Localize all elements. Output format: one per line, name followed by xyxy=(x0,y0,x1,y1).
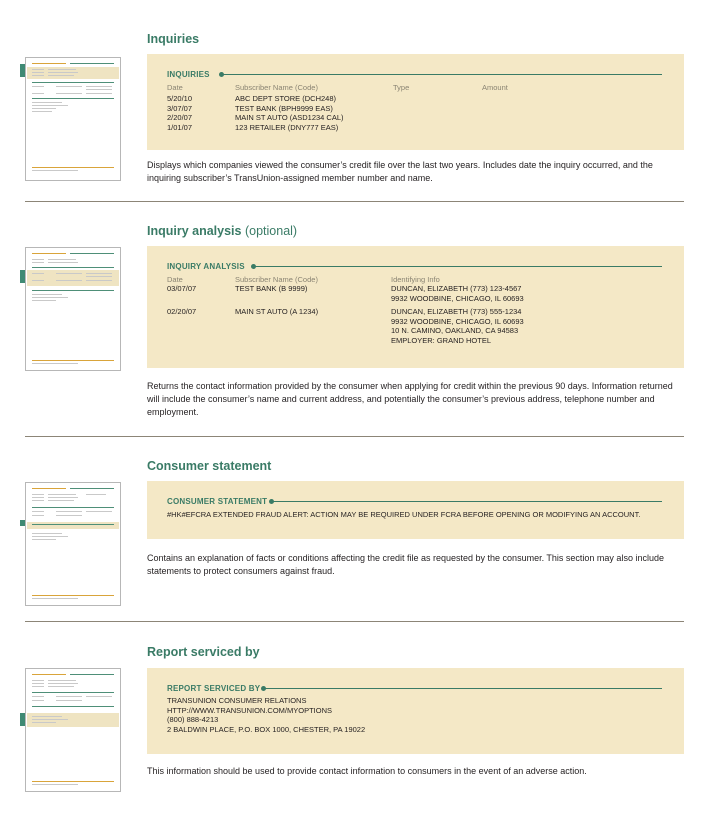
section-title-inquiries: Inquiries xyxy=(147,32,200,46)
panel-title-rule xyxy=(221,74,662,75)
analysis-date: 02/20/07 xyxy=(167,307,197,316)
servicer-line: 2 BALDWIN PLACE, P.O. BOX 1000, CHESTER, PA 19022 xyxy=(167,724,366,734)
section-title-consumer-statement: Consumer statement xyxy=(147,459,272,473)
panel-title-rule xyxy=(271,501,662,502)
servicer-line: (800) 888-4213 xyxy=(167,715,219,725)
inquiry-subscriber: MAIN ST AUTO (ASD1234 CAL) xyxy=(235,113,344,123)
section-title-inquiry-analysis xyxy=(147,224,297,238)
analysis-date: 03/07/07 xyxy=(167,284,197,293)
report-thumbnail xyxy=(25,57,121,181)
panel-title: CONSUMER STATEMENT xyxy=(167,497,268,506)
column-header-subscriber: Subscriber Name (Code) xyxy=(235,83,318,92)
panel-title-rule xyxy=(263,688,662,689)
statement-text: #HK#EFCRA EXTENDED FRAUD ALERT: ACTION MAY BE REQUIRED UNDER FCRA BEFORE OPENING OR MODIFYING AN ACCOUNT. xyxy=(167,510,641,519)
analysis-info-line: 9932 WOODBINE, CHICAGO, IL 60693 xyxy=(391,316,524,326)
section-marker xyxy=(20,520,25,526)
analysis-info-line: DUNCAN, ELIZABETH (773) 555-1234 xyxy=(391,307,522,316)
section-description: This information should be used to provide contact information to consumers in the event of an adverse action. xyxy=(147,766,587,776)
section-description: Displays which companies viewed the consumer’s credit file over the last two years. Includes date the inquiry occurred, and the inquiring subscriber’s TransUnion-assigned member number and name. xyxy=(147,160,653,184)
consumer-statement-panel xyxy=(147,481,684,539)
report-serviced-by-panel xyxy=(147,668,684,754)
section-title-report-serviced-by: Report serviced by xyxy=(147,645,260,659)
analysis-info-line: 9932 WOODBINE, CHICAGO, IL 60693 xyxy=(391,293,524,303)
column-header-subscriber: Subscriber Name (Code) xyxy=(235,275,318,284)
analysis-subscriber: MAIN ST AUTO (A 1234) xyxy=(235,307,319,316)
inquiry-subscriber: TEST BANK (BPH9999 EAS) xyxy=(235,103,333,113)
report-thumbnail xyxy=(25,668,121,792)
inquiry-subscriber: 123 RETAILER (DNY777 EAS) xyxy=(235,122,339,132)
report-thumbnail xyxy=(25,482,121,606)
inquiry-date: 1/01/07 xyxy=(167,122,193,132)
section-marker xyxy=(20,713,25,726)
section-divider xyxy=(25,621,684,622)
inquiry-subscriber: ABC DEPT STORE (DCH248) xyxy=(235,94,336,103)
servicer-line: TRANSUNION CONSUMER RELATIONS xyxy=(167,696,307,705)
panel-title: INQUIRIES xyxy=(167,70,210,79)
section-marker xyxy=(20,64,25,77)
analysis-subscriber: TEST BANK (B 9999) xyxy=(235,284,308,293)
inquiry-date: 5/20/10 xyxy=(167,94,193,103)
column-header-type: Type xyxy=(393,83,410,92)
inquiries-panel xyxy=(147,54,684,150)
inquiry-date: 2/20/07 xyxy=(167,113,193,123)
inquiry-date: 3/07/07 xyxy=(167,103,193,113)
section-divider xyxy=(25,201,684,202)
title-text: Inquiry analysis xyxy=(147,224,242,238)
analysis-info-line: EMPLOYER: GRAND HOTEL xyxy=(391,335,492,345)
panel-title-rule xyxy=(253,266,662,267)
column-header-date: Date xyxy=(167,275,183,284)
analysis-info-line: 10 N. CAMINO, OAKLAND, CA 94583 xyxy=(391,326,519,336)
column-header-date: Date xyxy=(167,83,183,92)
servicer-line: HTTP://WWW.TRANSUNION.COM/MYOPTIONS xyxy=(167,705,332,715)
column-header-identifying-info: Identifying Info xyxy=(391,275,440,284)
column-header-amount: Amount xyxy=(482,83,508,92)
panel-title: INQUIRY ANALYSIS xyxy=(167,262,245,271)
section-description: Returns the contact information provided by the consumer when applying for credit within the previous 90 days. Information returned will include the consumer’s name and current address, and potentially the consumer’s previous address, telephone number and employment. xyxy=(147,381,673,418)
panel-title: REPORT SERVICED BY xyxy=(167,684,261,693)
inquiry-analysis-panel xyxy=(147,246,684,368)
section-divider xyxy=(25,436,684,437)
title-optional-suffix: (optional) xyxy=(244,224,298,238)
section-marker xyxy=(20,270,25,283)
analysis-info-line: DUNCAN, ELIZABETH (773) 123-4567 xyxy=(391,284,522,293)
report-thumbnail xyxy=(25,247,121,371)
section-description: Contains an explanation of facts or conditions affecting the credit file as requested by the consumer. This section may also include statements to protect consumers against fraud. xyxy=(147,553,664,577)
